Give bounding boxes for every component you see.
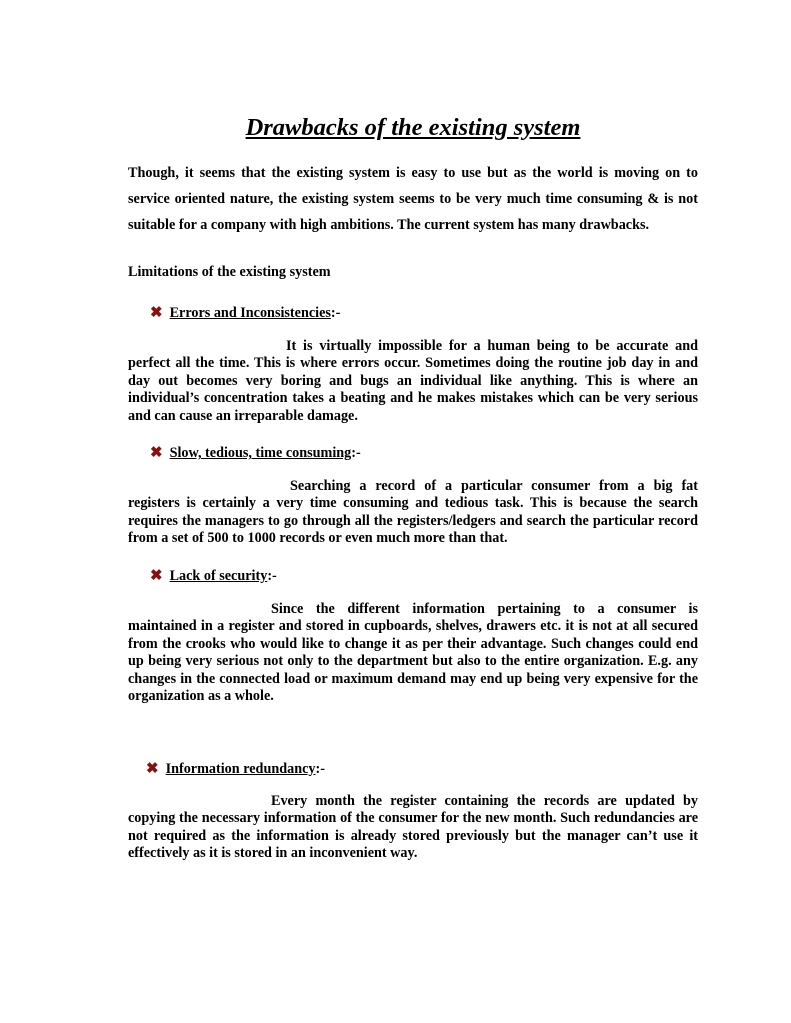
intro-paragraph: Though, it seems that the existing system is easy to use but as the world is moving on to service oriented nature, the existing system seems to be very much time consuming & is not suitable for a company with high ambitions. The current system has many drawbacks. xyxy=(128,165,698,233)
cross-mark-icon: ✖ xyxy=(150,445,163,461)
cross-mark-icon: ✖ xyxy=(146,761,159,777)
section-text: Every month the register containing the records are updated by copying the necessary information of the consumer for the new month. Such redundancies are not required as the information is already stored previously but the manager can’t use it effectively as it is stored in an inconvenient way. xyxy=(128,793,698,862)
section-heading-slow xyxy=(150,443,361,462)
section-body-errors xyxy=(128,338,698,425)
section-body-redundancy xyxy=(128,793,698,863)
section-title: Errors and Inconsistencies xyxy=(169,305,331,321)
section-suffix: :- xyxy=(267,568,277,584)
section-suffix: :- xyxy=(315,761,325,777)
cross-mark-icon: ✖ xyxy=(150,568,163,584)
section-title: Slow, tedious, time consuming xyxy=(169,445,352,461)
section-title: Lack of security xyxy=(169,568,268,584)
section-text: It is virtually impossible for a human being to be accurate and perfect all the time. This is where errors occur. Sometimes doing the routine job day in and day out becomes very boring and bugs an individual like anything. This is where an individual’s concentration takes a beating and he makes mistakes which can be very serious and can cause an irreparable damage. xyxy=(128,338,698,424)
limitations-heading: Limitations of the existing system xyxy=(128,264,331,280)
section-suffix: :- xyxy=(351,445,361,461)
section-heading-errors xyxy=(150,303,340,322)
section-heading-security xyxy=(150,566,277,585)
section-body-slow xyxy=(128,478,698,548)
section-title: Information redundancy xyxy=(165,761,316,777)
section-text: Searching a record of a particular consumer from a big fat registers is certainly a very time consuming and tedious task. This is because the search requires the managers to go through all the registers/ledgers and search the particular record from a set of 500 to 1000 records or even much more than that. xyxy=(128,478,698,547)
section-heading-redundancy xyxy=(146,759,325,778)
section-body-security xyxy=(128,601,698,705)
document-title: Drawbacks of the existing system xyxy=(245,114,581,141)
section-suffix: :- xyxy=(330,305,341,321)
section-text: Since the different information pertaining to a consumer is maintained in a register and stored in cupboards, shelves, drawers etc. it is not at all secured from the crooks who would like to change it as per their advantage. Such changes could end up being very serious not only to the department but also to the entire organization. E.g. any changes in the connected load or maximum demand may end up being very expensive for the organization as a whole. xyxy=(128,601,698,705)
cross-mark-icon: ✖ xyxy=(150,305,163,321)
